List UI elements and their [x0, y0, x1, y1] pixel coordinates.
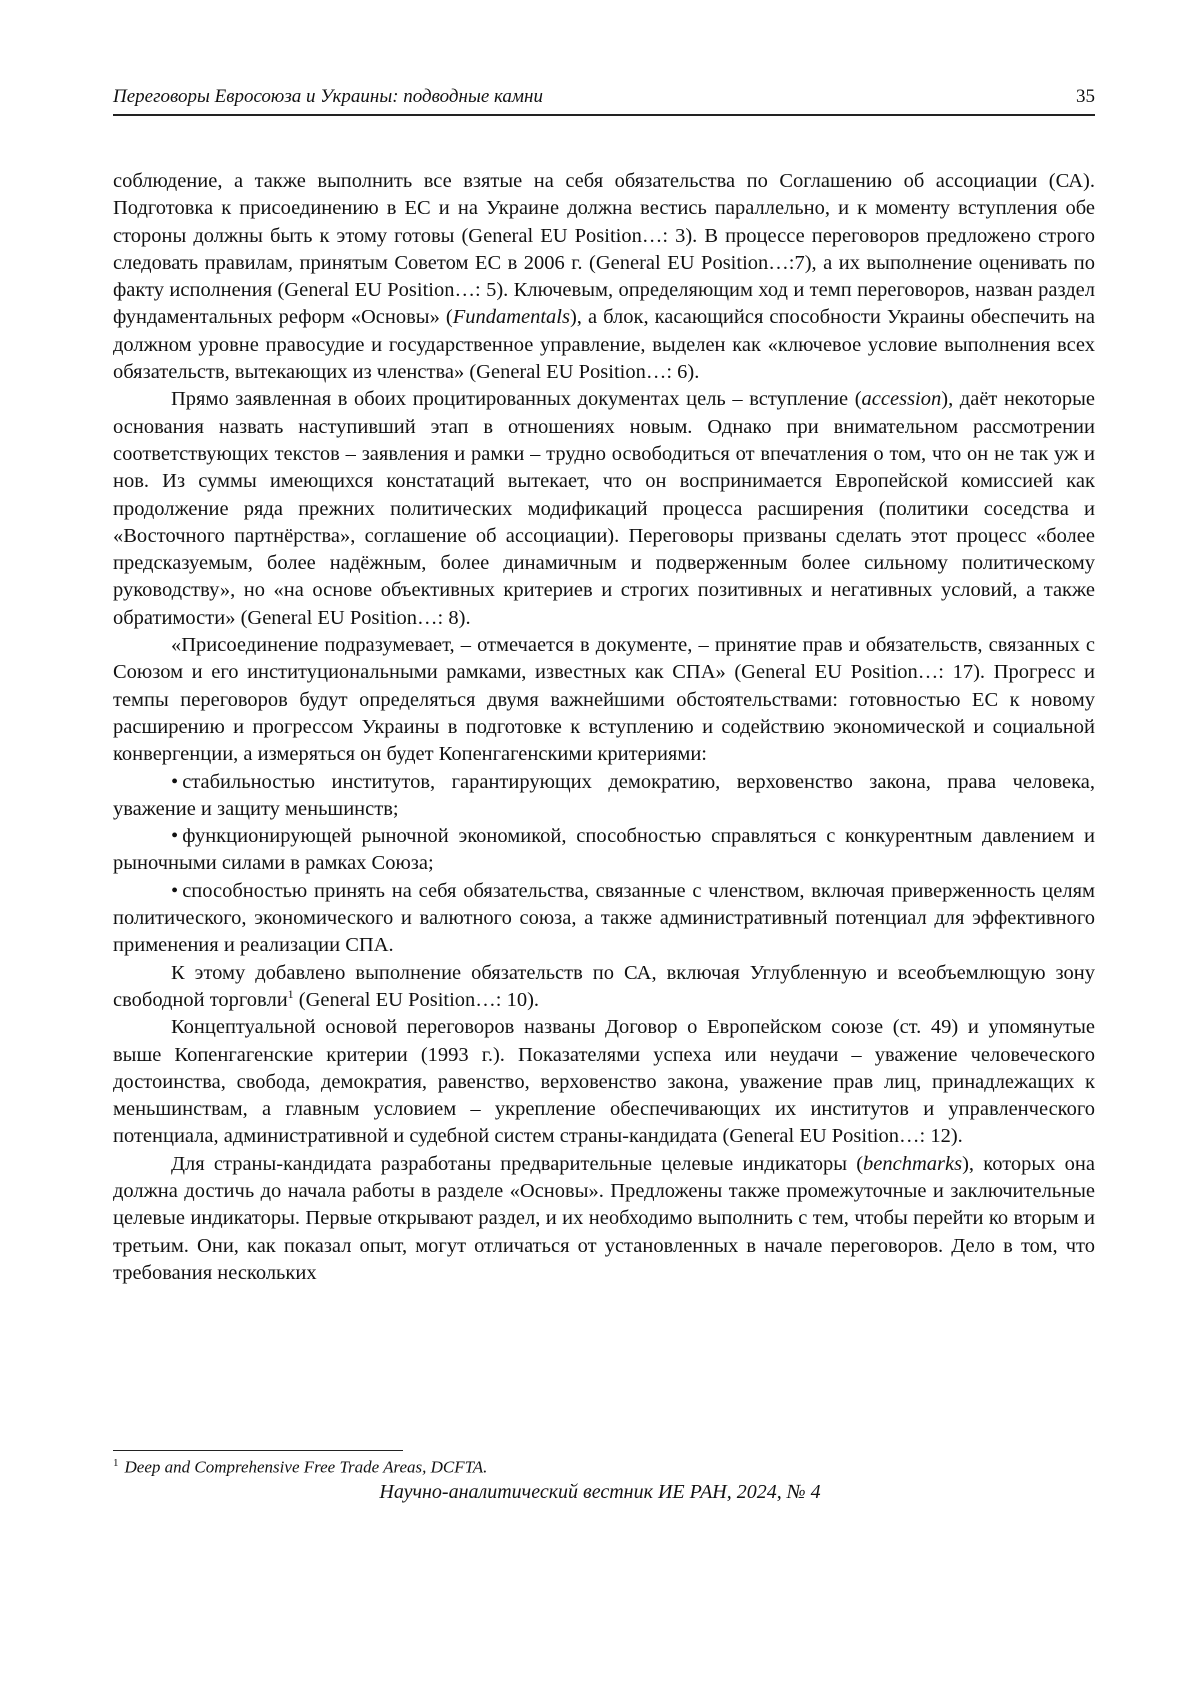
bullet-item-3: [113, 878, 1095, 960]
paragraph-text: ), которых она должна достичь до начала работы в разделе «Основы». Предложены также промежуточные и заключительные целевые индикаторы. Первые открывают раздел, и их необходимо выполнить с тем, чтобы перейти ко вторым и третьим. Они, как показал опыт, могут отличаться от установленных в начале переговоров. Дело в том, что требования нескольких: [113, 1152, 1095, 1284]
paragraph-text: ), а блок, касающийся способности Украины обеспечить на должном уровне правосудие и государственное управление, выделен как «ключевое условие выполнения всех обязательств, вытекающих из членства» (General EU Position…: 6).: [113, 306, 1095, 384]
running-title: Переговоры Евросоюза и Украины: подводные камни: [113, 86, 543, 107]
bullet-text: стабильностью институтов, гарантирующих демократию, верховенство закона, права человека, уважение и защиту меньшинств;: [113, 770, 1095, 820]
paragraph-2: [113, 386, 1095, 632]
footnote-reference[interactable]: 1: [287, 987, 294, 1002]
paragraph-4: [113, 960, 1095, 1015]
paragraph-text: «Присоединение подразумевает, – отмечается в документе, – принятие прав и обязательств, связанных с Союзом и его институциональными рамками, известных как СПА» (General EU Position…: 17). Прогресс и темпы переговоров будут определяться двумя важнейшими обстоятельствами: готовностью ЕС к новому расширению и прогрессом Украины в подготовке к вступлению и содействию экономической и социальной конвергенции, а измеряться он будет Копенгагенскими критериями:: [113, 634, 1095, 766]
footnote-number: 1: [113, 1457, 119, 1469]
paragraph-6: [113, 1151, 1095, 1287]
article-body: [113, 168, 1095, 1287]
bullet-item-1: [113, 769, 1095, 824]
paragraph-text: соблюдение, а также выполнить все взятые на себя обязательства по Соглашению об ассоциации (СА). Подготовка к присоединению в ЕС и на Украине должна вестись параллельно, и к моменту вступления обе стороны должны быть к этому готовы (General EU Position…: 3). В процессе переговоров предложено строго следовать правилам, принятым Советом ЕС в 2006 г. (General EU Position…:7), а их выполнение оценивать по факту исполнения (General EU Position…: 5). Ключевым, определяющим ход и темп переговоров, назван раздел фундаментальных реформ «Основы» (: [113, 170, 1095, 329]
bullet-text: способностью принять на себя обязательства, связанные с членством, включая приверженность целям политического, экономического и валютного союза, а также административный потенциал для эффективного применения и реализации СПА.: [113, 879, 1095, 957]
paragraph-3: [113, 632, 1095, 768]
bullet-icon: •: [171, 879, 179, 902]
footnote: [113, 1457, 1095, 1478]
bullet-icon: •: [171, 825, 179, 848]
italic-term: benchmarks: [863, 1152, 963, 1175]
bullet-icon: •: [171, 770, 179, 793]
paragraph-text: ), даёт некоторые основания назвать наступивший этап в отношениях новым. Однако при внимательном рассмотрении соответствующих текстов – заявления и рамки – трудно освободиться от впечатления о том, что он не так уж и нов. Из суммы имеющихся констатаций вытекает, что он воспринимается Европейской комиссией как продолжение ряда прежних политических модификаций процесса расширения (политики соседства и «Восточного партнёрства», соглашение об ассоциации). Переговоры призваны сделать этот процесс «более предсказуемым, более надёжным, более динамичным и подверженным более сильному политическому руководству», но «на основе объективных критериев и строгих позитивных и негативных условий, а также обратимости» (General EU Position…: 8).: [113, 388, 1095, 629]
italic-term: accession: [861, 388, 942, 411]
paragraph-text: (General EU Position…: 10).: [293, 988, 540, 1011]
footnote-divider: [113, 1450, 403, 1451]
footnote-text: Deep and Comprehensive Free Trade Areas, DCFTA.: [124, 1457, 488, 1477]
page-number: 35: [1076, 86, 1095, 107]
journal-footer: Научно-аналитический вестник ИЕ РАН, 2024, № 4: [379, 1481, 821, 1503]
running-header: [113, 84, 1095, 116]
paragraph-1: [113, 168, 1095, 386]
paragraph-text: Концептуальной основой переговоров названы Договор о Европейском союзе (ст. 49) и упомянутые выше Копенгагенские критерии (1993 г.). Показателями успеха или неудачи – уважение человеческого достоинства, свобода, демократия, равенство, верховенство закона, уважение прав лиц, принадлежащих к меньшинствам, а главным условием – укрепление обеспечивающих их институтов и управленческого потенциала, административной и судебной систем страны-кандидата (General EU Position…: 12).: [113, 1016, 1095, 1148]
paragraph-text: Для страны-кандидата разработаны предварительные целевые индикаторы (: [171, 1152, 864, 1175]
italic-term: Fundamentals: [452, 306, 570, 329]
bullet-item-2: [113, 823, 1095, 878]
paragraph-text: К этому добавлено выполнение обязательств по СА, включая Углубленную и всеобъемлющую зону свободной торговли: [113, 961, 1095, 1011]
paragraph-5: [113, 1014, 1095, 1150]
paragraph-text: Прямо заявленная в обоих процитированных документах цель – вступление (: [171, 388, 862, 411]
bullet-text: функционирующей рыночной экономикой, способностью справляться с конкурентным давлением и рыночными силами в рамках Союза;: [113, 825, 1095, 875]
